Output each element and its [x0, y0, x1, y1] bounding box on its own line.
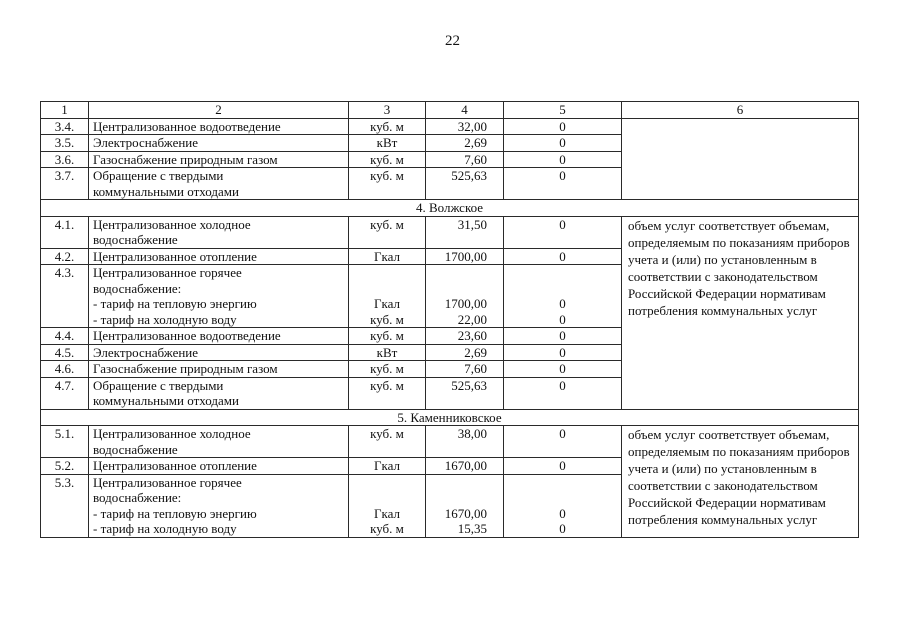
spacer: [353, 265, 421, 296]
zero-value: 0: [504, 344, 622, 361]
unit: куб. м: [349, 151, 426, 168]
volume: 525,63: [426, 377, 504, 409]
zero-value: 0: [504, 361, 622, 378]
unit: кВт: [349, 135, 426, 152]
unit: куб. м: [349, 328, 426, 345]
unit: куб. м: [349, 426, 426, 458]
service-name: Электроснабжение: [89, 135, 349, 152]
section-heading-row: [41, 409, 859, 426]
zero-line: 0: [559, 521, 566, 536]
spacer: [508, 475, 617, 506]
volume-line: 1700,00: [444, 296, 487, 311]
unit: куб. м: [349, 216, 426, 248]
note-text: объем услуг соответствует объемам, определяемым по показаниям приборов учета и (или) по установленным в соответствии с законодательством Российской Федерации нормативам потребления коммунальных услуг: [622, 426, 859, 538]
page-number: 22: [445, 33, 460, 49]
service-name-line: Централизованное холодное: [93, 426, 251, 441]
section-heading-row: [41, 200, 859, 217]
service-name-line: Централизованное горячее: [93, 474, 242, 490]
table-header-row: [41, 102, 859, 119]
service-name: [89, 474, 349, 537]
service-name-line: коммунальными отходами: [93, 393, 239, 408]
header-cell: 4: [426, 102, 504, 119]
zero-value: 0: [504, 151, 622, 168]
service-name-line: водоснабжение:: [93, 280, 182, 296]
zero-line: 0: [559, 311, 566, 327]
service-name-line: водоснабжение:: [93, 490, 182, 505]
service-name: Централизованное отопление: [89, 248, 349, 265]
unit: Гкал: [349, 248, 426, 265]
section-title: 5. Каменниковское: [41, 409, 859, 426]
row-number: 5.2.: [41, 458, 89, 475]
header-cell: 5: [504, 102, 622, 119]
header-cell: 6: [622, 102, 859, 119]
row-number: 4.7.: [41, 377, 89, 409]
volume: 2,69: [426, 344, 504, 361]
volume: 525,63: [426, 168, 504, 200]
tariff-table: [40, 101, 859, 538]
service-name-line: - тариф на холодную воду: [93, 311, 237, 327]
service-name: [89, 426, 349, 458]
spacer: [508, 265, 617, 296]
service-name: Электроснабжение: [89, 344, 349, 361]
service-name-line: Обращение с твердыми: [93, 168, 224, 183]
row-number: 3.4.: [41, 118, 89, 135]
volume-line: 22,00: [457, 311, 487, 327]
unit-line: куб. м: [370, 521, 404, 536]
section-title: 4. Волжское: [41, 200, 859, 217]
service-name: Газоснабжение природным газом: [89, 361, 349, 378]
volume: 32,00: [426, 118, 504, 135]
unit: куб. м: [349, 118, 426, 135]
volume: 1700,00: [426, 248, 504, 265]
service-name-line: Централизованное холодное: [93, 216, 251, 232]
service-name-line: - тариф на тепловую энергию: [93, 505, 257, 521]
note-cell-empty: [622, 118, 859, 200]
zero-value: 0: [504, 458, 622, 475]
zero-value: 0: [504, 135, 622, 152]
volume: 1670,00: [426, 458, 504, 475]
unit: кВт: [349, 344, 426, 361]
header-cell: 2: [89, 102, 349, 119]
row-number: 4.4.: [41, 328, 89, 345]
service-name: [89, 168, 349, 200]
unit-line: куб. м: [370, 311, 404, 327]
unit-line: Гкал: [373, 296, 400, 311]
unit: куб. м: [349, 168, 426, 200]
volume: 7,60: [426, 151, 504, 168]
unit-line: Гкал: [373, 505, 400, 521]
zero-line: 0: [559, 505, 566, 521]
service-name-line: - тариф на тепловую энергию: [93, 296, 257, 311]
volume: 38,00: [426, 426, 504, 458]
row-number: 3.6.: [41, 151, 89, 168]
row-number: 4.2.: [41, 248, 89, 265]
header-cell: 1: [41, 102, 89, 119]
zero-value: 0: [504, 216, 622, 248]
service-name-line: водоснабжение: [93, 441, 178, 457]
service-name: Централизованное водоотведение: [89, 118, 349, 135]
row-number: 4.3.: [41, 265, 89, 328]
zero-value: [504, 474, 622, 537]
row-number: 4.1.: [41, 216, 89, 248]
service-name: [89, 377, 349, 409]
zero-value: [504, 265, 622, 328]
volume-line: 15,35: [457, 521, 487, 536]
service-name: [89, 265, 349, 328]
service-name: Газоснабжение природным газом: [89, 151, 349, 168]
volume: 7,60: [426, 361, 504, 378]
zero-value: 0: [504, 328, 622, 345]
row-number: 3.5.: [41, 135, 89, 152]
volume: 2,69: [426, 135, 504, 152]
volume-line: 1670,00: [444, 505, 487, 521]
service-name: [89, 216, 349, 248]
unit: [349, 474, 426, 537]
note-text: объем услуг соответствует объемам, определяемым по показаниям приборов учета и (или) по установленным в соответствии с законодательством Российской Федерации нормативам потребления коммунальных услуг: [622, 216, 859, 409]
unit: куб. м: [349, 377, 426, 409]
zero-value: 0: [504, 248, 622, 265]
row-number: 4.6.: [41, 361, 89, 378]
zero-value: 0: [504, 118, 622, 135]
zero-value: 0: [504, 377, 622, 409]
volume: 31,50: [426, 216, 504, 248]
service-name: Централизованное отопление: [89, 458, 349, 475]
volume: 23,60: [426, 328, 504, 345]
row-number: 5.1.: [41, 426, 89, 458]
spacer: [430, 475, 487, 506]
row-number: 3.7.: [41, 168, 89, 200]
service-name-line: Обращение с твердыми: [93, 377, 224, 393]
service-name-line: - тариф на холодную воду: [93, 521, 237, 536]
volume: [426, 474, 504, 537]
service-name-line: водоснабжение: [93, 232, 178, 247]
zero-value: 0: [504, 168, 622, 200]
zero-value: 0: [504, 426, 622, 458]
service-name-line: коммунальными отходами: [93, 183, 239, 199]
header-cell: 3: [349, 102, 426, 119]
spacer: [353, 475, 421, 506]
table-row: [41, 118, 859, 135]
unit: [349, 265, 426, 328]
row-number: 4.5.: [41, 344, 89, 361]
unit: куб. м: [349, 361, 426, 378]
row-number: 5.3.: [41, 474, 89, 537]
table-row: [41, 216, 859, 248]
volume: [426, 265, 504, 328]
spacer: [430, 265, 487, 296]
table-row: [41, 426, 859, 458]
zero-line: 0: [559, 296, 566, 311]
service-name-line: Централизованное горячее: [93, 265, 242, 280]
service-name: Централизованное водоотведение: [89, 328, 349, 345]
unit: Гкал: [349, 458, 426, 475]
